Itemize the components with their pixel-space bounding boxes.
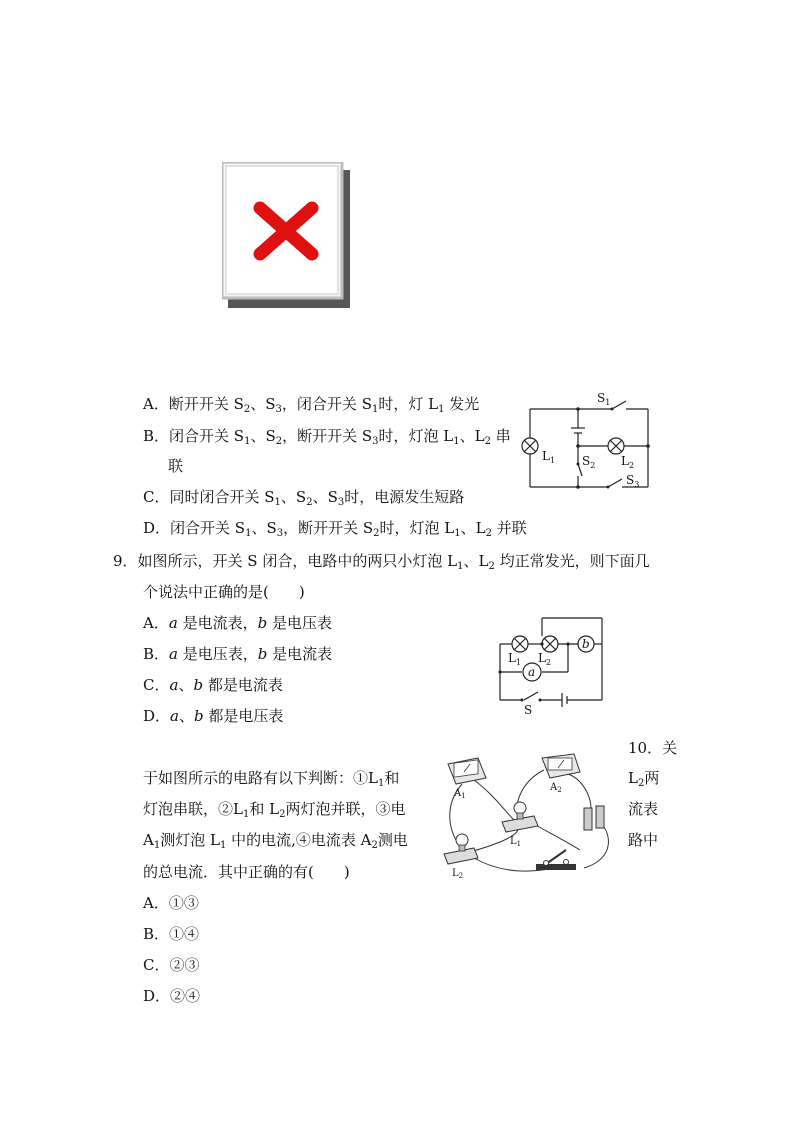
l2-label: L [452, 868, 459, 879]
switch-s-label: S [524, 703, 533, 717]
q10-right-line2: $L_2$两 [628, 769, 660, 789]
svg-text:L1: $L_1$ [542, 449, 556, 465]
broken-image-icon [222, 162, 350, 308]
svg-text:L2: $L_2$ [452, 868, 464, 880]
q10-option-d: D．②④ [143, 987, 201, 1005]
meter-a-label: a [528, 665, 536, 679]
l1-label: L [510, 836, 517, 847]
q10-number: 10．关 [628, 739, 678, 757]
q8-option-a: A．断开开关 $S_2$、$S_3$，闭合开关 $S_1$时，灯 $L_1$ 发光 [143, 395, 480, 415]
q10-right-line4: 路中 [628, 831, 659, 849]
l2-label: L [538, 651, 546, 665]
s1-label: S [597, 391, 606, 405]
ammeter-a2-icon [542, 754, 580, 778]
q10-right-line3: 流表 [628, 800, 659, 818]
q10-option-c: C．②③ [143, 956, 200, 974]
q9-option-c: C．a、b 都是电流表 [143, 676, 283, 694]
q9-stem-line2: 个说法中正确的是( ) [143, 583, 305, 601]
q8-option-b: B．闭合开关 $S_1$、$S_2$，断开开关 $S_3$时，灯泡 $L_1$、$L_2$ 串 [143, 427, 511, 447]
l1-label: L [508, 651, 516, 665]
s2-label: S [582, 454, 591, 468]
l2-label: L [621, 454, 629, 468]
svg-text:L2: $L_2$ [621, 454, 635, 470]
svg-text:L2: $L_2$ [538, 651, 552, 667]
svg-text:S2: $S_2$ [582, 454, 596, 470]
q10-physical-circuit [434, 750, 620, 880]
a1-label: A [454, 788, 462, 799]
svg-text:L1: $L_1$ [508, 651, 522, 667]
q10-stem-line4: 的总电流．其中正确的有( ) [143, 863, 350, 881]
svg-text:S1: $S_1$ [597, 391, 611, 407]
q10-stem-line3: $A_1$测灯泡 $L_1$ 中的电流,④电流表 $A_2$测电 [143, 831, 408, 851]
svg-text:S3: $S_3$ [626, 473, 640, 489]
q9-option-b: B．a 是电压表，b 是电流表 [143, 645, 333, 663]
q8-option-d: D．闭合开关 $S_1$、$S_3$，断开开关 $S_2$时，灯泡 $L_1$、$L_2$ 并联 [143, 519, 527, 539]
q8-circuit-diagram [520, 386, 660, 496]
battery-icon [584, 806, 604, 830]
q8-option-b-cont: 联 [168, 457, 184, 475]
svg-text:L1: $L_1$ [510, 836, 522, 848]
q10-option-b: B．①④ [143, 925, 200, 943]
q9-option-a: A．a 是电流表，b 是电压表 [143, 614, 332, 632]
q10-stem-line1: 于如图所示的电路有以下判断：$①L_1$和 [143, 769, 400, 789]
q8-option-c: C．同时闭合开关 $S_1$、$S_2$、$S_3$时，电源发生短路 [143, 488, 465, 508]
svg-text:A1: $A_1$ [454, 788, 466, 800]
a2-label: A [550, 782, 558, 793]
bulb-l2-icon [444, 834, 478, 864]
q10-stem-line2: 灯泡串联，$②L_1$和 $L_2$两灯泡并联，③电 [143, 800, 406, 820]
svg-text:A2: $A_2$ [550, 782, 562, 794]
s3-label: S [626, 473, 635, 487]
q9-option-d: D．a、b 都是电压表 [143, 707, 284, 725]
switch-icon [536, 850, 576, 870]
l1-label: L [542, 449, 550, 463]
ammeter-a1-icon [448, 758, 486, 784]
bulb-l1-icon [502, 802, 538, 832]
q9-stem-line1: 9．如图所示，开关 S 闭合，电路中的两只小灯泡 $L_1$、$L_2$ 均正常发光，则下面几 [113, 552, 650, 572]
q10-option-a: A．①③ [143, 894, 199, 912]
meter-b-label: b [582, 637, 590, 651]
q9-circuit-diagram [494, 612, 610, 718]
